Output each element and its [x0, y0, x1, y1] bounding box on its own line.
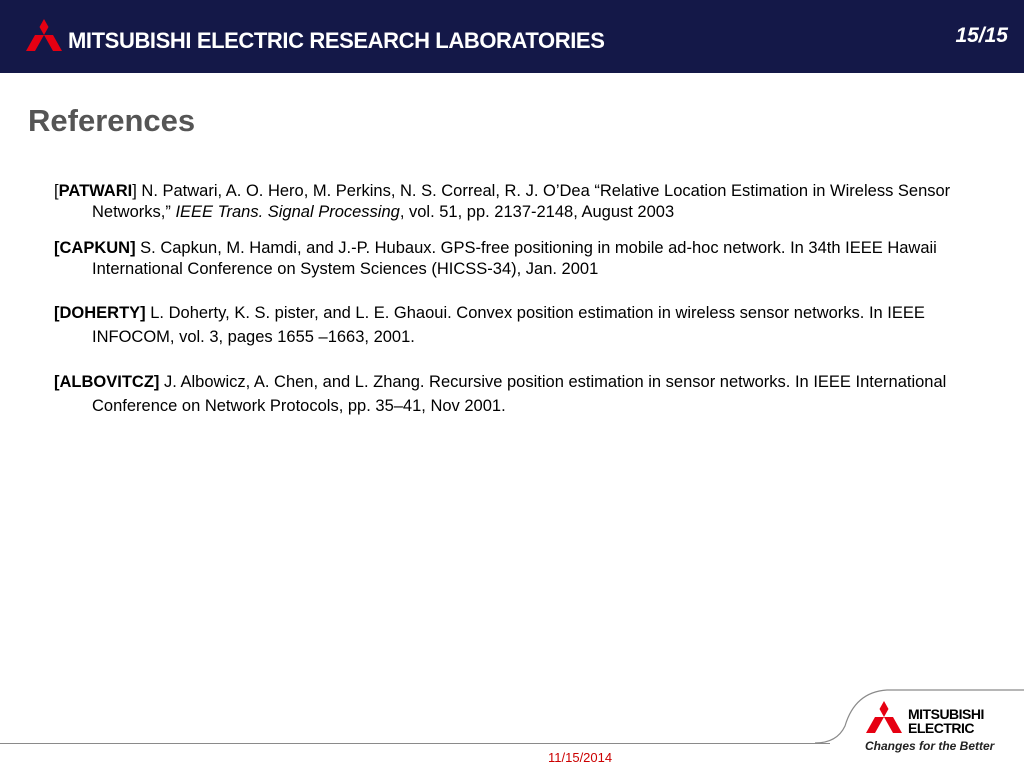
reference-text-end: , vol. 51, pp. 2137-2148, August 2003 [399, 203, 675, 221]
header-bar [0, 0, 1024, 73]
reference-key: [CAPKUN] [54, 239, 136, 257]
footer-date: 11/15/2014 [548, 750, 613, 765]
reference-text: L. Doherty, K. S. pister, and L. E. Ghaoui. Convex position estimation in wireless sensor networks. In IEEE INFOCOM, vol. 3, pages 1655 –1663, 2001. [92, 304, 925, 346]
reference-text: J. Albowicz, A. Chen, and L. Zhang. Recursive position estimation in sensor networks. In IEEE International Conference on Network Protocols, pp. 35–41, Nov 2001. [92, 373, 947, 415]
brand-tagline: Changes for the Better [865, 739, 995, 753]
reference-text: N. Patwari, A. O. Hero, M. Perkins, N. S. Correal, R. J. O’Dea “Relative Location Estimation in Wireless Sensor Networks,” [92, 182, 951, 221]
brand-name-line2: ELECTRIC [908, 720, 974, 736]
reference-item [54, 370, 994, 418]
page-title: References [28, 103, 196, 138]
reference-list [54, 181, 994, 439]
reference-item [54, 301, 994, 349]
reference-key: [DOHERTY] [54, 304, 146, 322]
brand-name-line1: MITSUBISHI [908, 706, 984, 722]
bracket-close: ] [132, 182, 137, 200]
reference-item [54, 238, 994, 280]
reference-text: S. Capkun, M. Hamdi, and J.-P. Hubaux. GPS-free positioning in mobile ad-hoc network. In 34th IEEE Hawaii International Conference on System Sciences (HICSS-34), Jan. 2001 [92, 239, 937, 278]
mitsubishi-diamond-icon [866, 701, 902, 733]
reference-key: [ALBOVITCZ] [54, 373, 160, 391]
page-number: 15/15 [955, 24, 1008, 47]
header-title: MITSUBISHI ELECTRIC RESEARCH LABORATORIES [68, 28, 605, 53]
footer-divider [0, 743, 830, 744]
brand-logo [862, 697, 1008, 757]
mitsubishi-logo-icon [26, 19, 62, 51]
brand-name [908, 707, 984, 735]
reference-key: PATWARI [58, 182, 133, 200]
reference-item [54, 181, 994, 223]
reference-journal: IEEE Trans. Signal Processing [175, 203, 400, 221]
bracket-open: [ [54, 182, 59, 200]
